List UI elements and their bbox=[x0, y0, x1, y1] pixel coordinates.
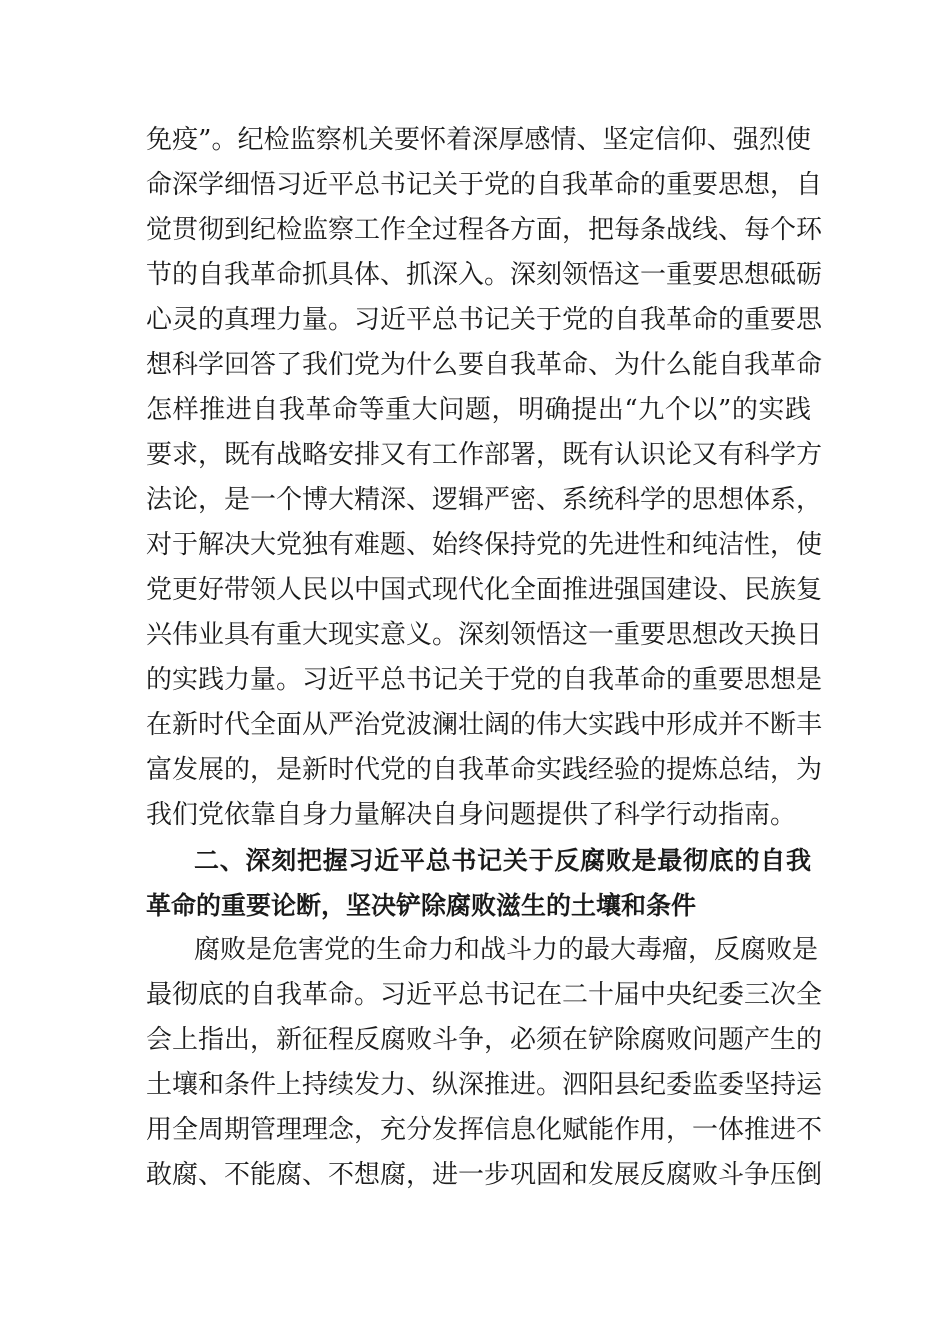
text-line: 命深学细悟习近平总书记关于党的自我革命的重要思想，自 bbox=[146, 170, 823, 200]
paragraph bbox=[146, 928, 823, 1198]
text-line: 节的自我革命抓具体、抓深入。深刻领悟这一重要思想砥砺 bbox=[146, 260, 823, 290]
text-line: 土壤和条件上持续发力、纵深推进。泗阳县纪委监委坚持运 bbox=[146, 1070, 823, 1100]
text-line: 想科学回答了我们党为什么要自我革命、为什么能自我革命 bbox=[146, 350, 823, 380]
paragraph-continued bbox=[146, 118, 823, 838]
text-line: 的实践力量。习近平总书记关于党的自我革命的重要思想是 bbox=[146, 665, 823, 695]
text-line: 要求，既有战略安排又有工作部署，既有认识论又有科学方 bbox=[146, 440, 823, 470]
text-line: 富发展的，是新时代党的自我革命实践经验的提炼总结，为 bbox=[146, 755, 823, 785]
text-line: 用全周期管理理念，充分发挥信息化赋能作用，一体推进不 bbox=[146, 1115, 823, 1145]
section-heading bbox=[146, 838, 811, 928]
text-line: 会上指出，新征程反腐败斗争，必须在铲除腐败问题产生的 bbox=[146, 1025, 823, 1055]
text-line: 在新时代全面从严治党波澜壮阔的伟大实践中形成并不断丰 bbox=[146, 710, 823, 740]
text-line: 兴伟业具有重大现实意义。深刻领悟这一重要思想改天换日 bbox=[146, 620, 823, 650]
text-line: 党更好带领人民以中国式现代化全面推进强国建设、民族复 bbox=[146, 575, 823, 605]
text-line: 我们党依靠自身力量解决自身问题提供了科学行动指南。 bbox=[146, 800, 797, 830]
text-line: 腐败是危害党的生命力和战斗力的最大毒瘤，反腐败是 bbox=[194, 935, 819, 965]
heading-line: 二、深刻把握习近平总书记关于反腐败是最彻底的自我 bbox=[194, 846, 811, 875]
text-line: 对于解决大党独有难题、始终保持党的先进性和纯洁性，使 bbox=[146, 530, 823, 560]
text-line: 怎样推进自我革命等重大问题，明确提出“九个以”的实践 bbox=[146, 395, 811, 425]
text-line: 最彻底的自我革命。习近平总书记在二十届中央纪委三次全 bbox=[146, 980, 823, 1010]
text-line: 敢腐、不能腐、不想腐，进一步巩固和发展反腐败斗争压倒 bbox=[146, 1160, 823, 1190]
text-line: 法论，是一个博大精深、逻辑严密、系统科学的思想体系， bbox=[146, 485, 823, 515]
text-line: 觉贯彻到纪检监察工作全过程各方面，把每条战线、每个环 bbox=[146, 215, 823, 245]
text-line: 免疫”。纪检监察机关要怀着深厚感情、坚定信仰、强烈使 bbox=[146, 125, 811, 155]
heading-line: 革命的重要论断，坚决铲除腐败滋生的土壤和条件 bbox=[146, 891, 697, 920]
document-body bbox=[146, 118, 823, 1198]
text-line: 心灵的真理力量。习近平总书记关于党的自我革命的重要思 bbox=[146, 305, 823, 335]
